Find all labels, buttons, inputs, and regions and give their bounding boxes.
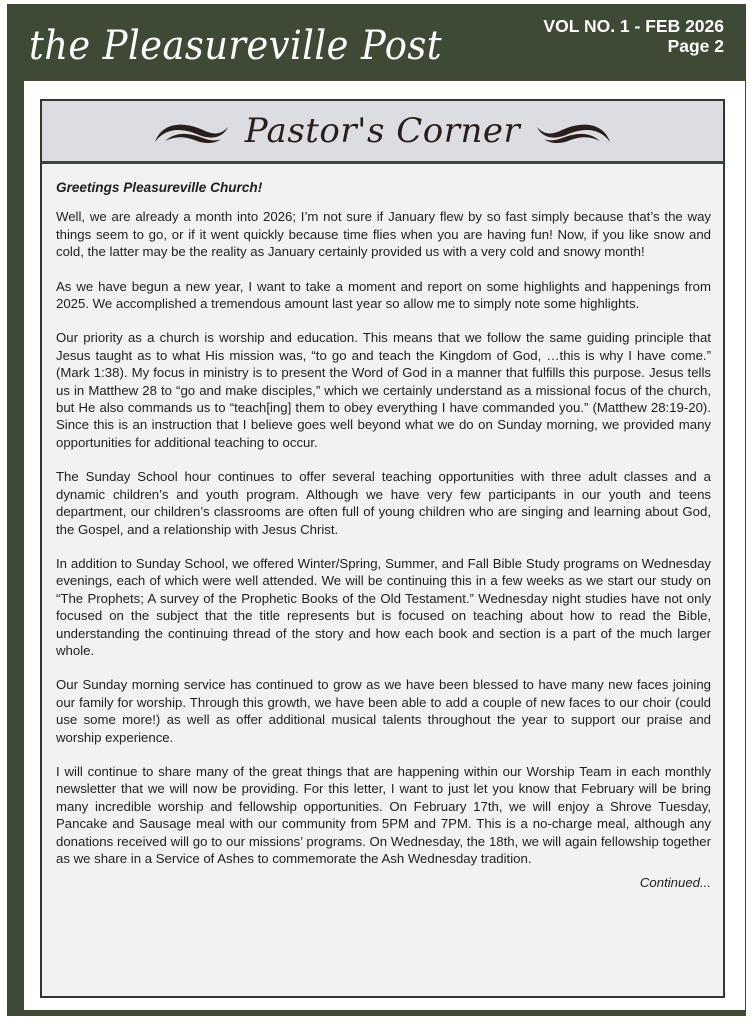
masthead-meta [543,16,724,56]
article-body [56,179,711,892]
left-flourish-icon [151,116,231,146]
paragraph: As we have begun a new year, I want to take a moment and report on some highlights and happenings from 2025. We accomplished a tremendous amount last year so allow me to simply note some highlights. [56,278,711,312]
page-content-area [24,81,745,1010]
page-frame [7,4,746,1016]
greeting: Greetings Pleasureville Church! [56,180,263,195]
paragraph: Our Sunday morning service has continued to grow as we have been blessed to have many new faces joining our family for worship. Through this growth, we have been able to add a couple of new faces to our choir (could use some more!) as well as offer additional musical talents throughout the year to support our praise and worship experience. [56,677,711,745]
paragraph: Well, we are already a month into 2026; I’m not sure if January flew by so fast simply because that’s the way things seem to go, or if it went quickly because time flies when you are having fun! Now, if you like snow and cold, the latter may be the reality as January certainly provided us with a very cold and snowy month! [56,209,711,260]
paragraph: In addition to Sunday School, we offered Winter/Spring, Summer, and Fall Bible Study programs on Wednesday evenings, each of which were well attended. We will be continuing this in a few weeks as we start our study on “The Prophets; A survey of the Prophetic Books of the Old Testament.” Wednesday night studies have not only focused on the subject that the title represents but is focused on teaching about how to read the Bible, understanding the continuing thread of the story and how each book and section is a part of the much larger whole. [56,555,711,658]
article-header [42,101,723,164]
volume-issue: VOL NO. 1 - FEB 2026 [543,16,724,36]
continued-label: Continued... [639,875,711,891]
paragraph: I will continue to share many of the great things that are happening within our Worship Team in each monthly newsletter that we will now be providing. For this letter, I want to just let you know that February will be bring many incredible worship and fellowship opportunities. On February 17th, we will enjoy a Shrove Tuesday, Pancake and Sausage meal with our community from 5PM and 7PM. This is a no-charge meal, although any donations received will go to our missions’ programs. On Wednesday, the 18th, we will again fellowship together as we share in a Service of Ashes to commemorate the Ash Wednesday tradition. [56,763,711,866]
masthead-title: the Pleasureville Post [29,23,442,69]
paragraph: The Sunday School hour continues to offer several teaching opportunities with three adult classes and a dynamic children’s and youth program. Although we have very few participants in our youth and teens department, our children’s classrooms are often full of young children who are singing and learning about God, the Gospel, and a relationship with Jesus Christ. [56,469,711,537]
article-box [40,99,725,998]
paragraph: Our priority as a church is worship and education. This means that we follow the same guiding principle that Jesus taught as to what His mission was, “to go and teach the Kingdom of God, …this is why I have come.” (Mark 1:38). My focus in ministry is to present the Word of God in a manner that fulfills this purpose. Jesus tells us in Matthew 28 to “go and make disciples,” which we certainly understand as a missional focus of the church, but He also commands us to “teach[ing] them to obey everything I have commanded you.” (Matthew 28:19-20). Since this is an instruction that I believe goes well beyond what we do on Sunday morning, we provided many opportunities for additional teaching to occur. [56,330,711,450]
right-flourish-icon [534,116,614,146]
page-number: Page 2 [667,36,724,56]
article-title: Pastor's Corner [244,111,521,151]
